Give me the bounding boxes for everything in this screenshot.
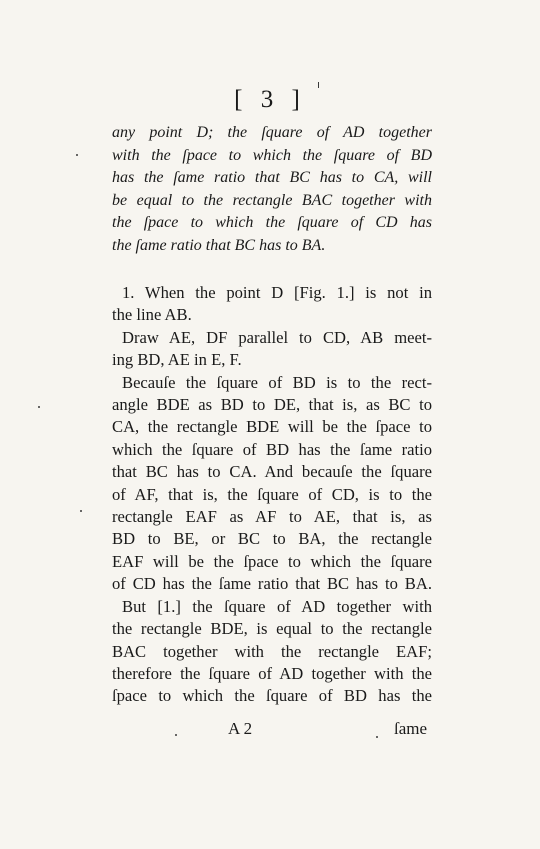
- theorem-line: the ſpace to which the ſquare of CD has: [112, 214, 432, 232]
- proof-line: CA, the rectangle BDE will be the ſpace to: [112, 417, 432, 437]
- ink-speck: [376, 736, 378, 738]
- proof-line: BD to BE, or BC to BA, the rectangle: [112, 529, 432, 549]
- ink-speck: [38, 406, 40, 408]
- proof-line: which the ſquare of BD has the ſame ratio: [112, 439, 432, 459]
- proof-line: of CD has the ſame ratio that BC has to BA.: [112, 574, 432, 594]
- page-number: [ 3 ]: [234, 86, 306, 113]
- theorem-line: any point D; the ſquare of AD together: [112, 124, 432, 141]
- proof-line: therefore the ſquare of AD together with the: [112, 663, 432, 683]
- proof-line: Draw AE, DF parallel to CD, AB meet-: [122, 327, 432, 347]
- theorem-line: has the ſame ratio that BC has to CA, will: [112, 169, 432, 187]
- proof-line: EAF will be the ſpace to which the ſquare: [112, 551, 432, 571]
- proof-line: that BC has to CA. And becauſe the ſquare: [112, 462, 432, 482]
- proof-line: ing BD, AE in E, F.: [112, 350, 242, 370]
- page-footer: [0, 719, 540, 743]
- proof-line: Becauſe the ſquare of BD is to the rect-: [122, 372, 432, 392]
- proof-line: angle BDE as BD to DE, that is, as BC to: [112, 395, 432, 415]
- proof-line: BAC together with the rectangle EAF;: [112, 641, 432, 661]
- proof-line: ſpace to which the ſquare of BD has the: [112, 686, 432, 706]
- proof-line: the rectangle BDE, is equal to the rectangle: [112, 619, 432, 639]
- proof-line: of AF, that is, the ſquare of CD, is to the: [112, 484, 432, 504]
- proof-line: But [1.] the ſquare of AD together with: [122, 596, 432, 616]
- ink-speck: [318, 82, 319, 88]
- theorem-line: with the ſpace to which the ſquare of BD: [112, 146, 432, 164]
- proof-line: rectangle EAF as AF to AE, that is, as: [112, 507, 432, 527]
- theorem-line: the ſame ratio that BC has to BA.: [112, 236, 326, 254]
- ink-speck: [80, 510, 82, 512]
- ink-speck: [175, 734, 177, 736]
- theorem-line: be equal to the rectangle BAC together with: [112, 191, 432, 209]
- catchword: ſame: [394, 719, 428, 738]
- theorem-statement: [112, 122, 432, 258]
- proof-line: the line AB.: [112, 305, 192, 325]
- ink-speck: [76, 154, 78, 156]
- proof-text: [112, 282, 432, 708]
- signature-mark: A 2: [228, 719, 253, 738]
- proof-line: 1. When the point D [Fig. 1.] is not in: [122, 283, 432, 302]
